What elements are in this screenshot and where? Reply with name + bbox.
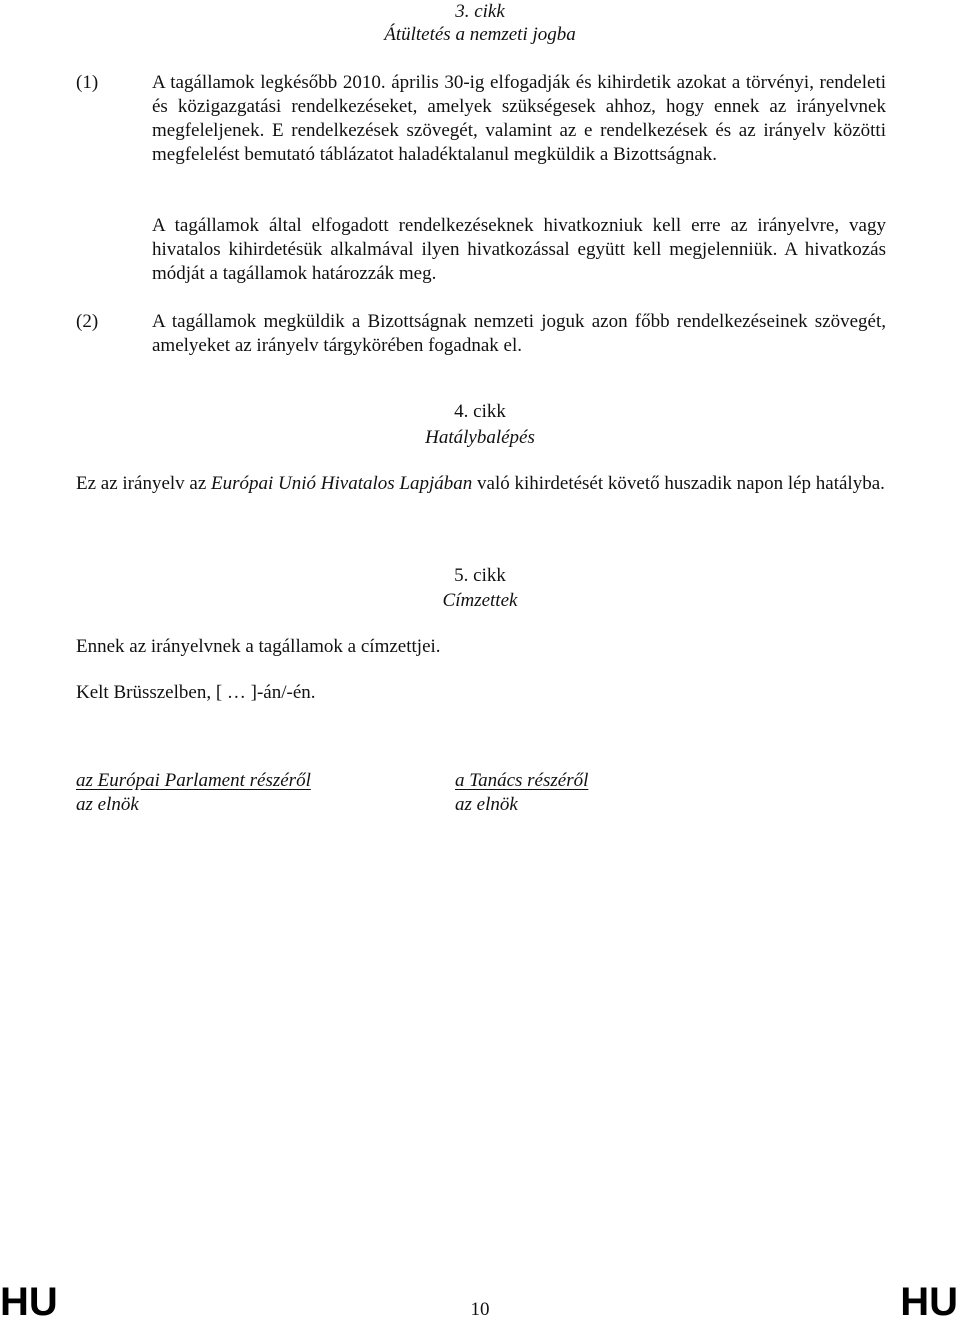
signature-council-line-2: az elnök [455,794,518,815]
article-4-number: 4. cikk [454,401,506,422]
article-4-text-after: való kihirdetését követő huszadik napon lép hatályba. [472,473,885,494]
page-number: 10 [470,1299,490,1320]
signature-parliament-line-1: az Európai Parlament részéről [76,770,311,791]
article-4-text-before: Ez az irányelv az [76,473,212,494]
article-4-text [76,472,886,496]
paragraph-2-number: (2) [76,311,99,332]
article-3-number: 3. cikk [455,1,505,22]
article-3-title: Átültetés a nemzeti jogba [384,24,576,45]
footer-language-left: HU [0,1280,58,1324]
place-date: Kelt Brüsszelben, [ … ]-án/-én. [76,682,316,703]
signature-block-council [455,769,588,817]
footer-language-right: HU [900,1280,958,1324]
signature-parliament-line-2: az elnök [76,794,139,815]
signature-council-line-1: a Tanács részéről [455,770,589,791]
paragraph-1-text-2: A tagállamok által elfogadott rendelkezéseknek hivatkozniuk kell erre az irányelvre, vagy hivatalos kihirdetésük alkalmával ilyen hivatkozással együtt kell megjelenniük. A hivatkozás módját a tagállamok határozzák meg. [152,215,886,284]
paragraph-1-number: (1) [76,72,99,93]
paragraph-1-text: A tagállamok legkésőbb 2010. április 30-ig elfogadják és kihirdetik azokat a törvényi, rendeleti és közigazgatási rendelkezéseket, amelyek szükségesek ahhoz, hogy ennek az irányelvnek megfeleljenek. E rendelkezések szövegét, valamint az e rendelkezések és az irányelv közötti megfelelést bemutató táblázatot haladéktalanul megküldik a Bizottságnak. [152,72,886,165]
article-5-title: Címzettek [442,590,518,611]
article-5-number: 5. cikk [454,565,506,586]
article-5-text: Ennek az irányelvnek a tagállamok a címzettjei. [76,636,441,657]
paragraph-2-text: A tagállamok megküldik a Bizottságnak nemzeti joguk azon főbb rendelkezéseinek szövegét, amelyeket az irányelv tárgykörében fogadnak el. [152,311,886,356]
article-4-journal-name: Európai Unió Hivatalos Lapjában [211,473,473,494]
article-4-title: Hatálybalépés [425,427,535,448]
signature-block-parliament [76,769,311,817]
